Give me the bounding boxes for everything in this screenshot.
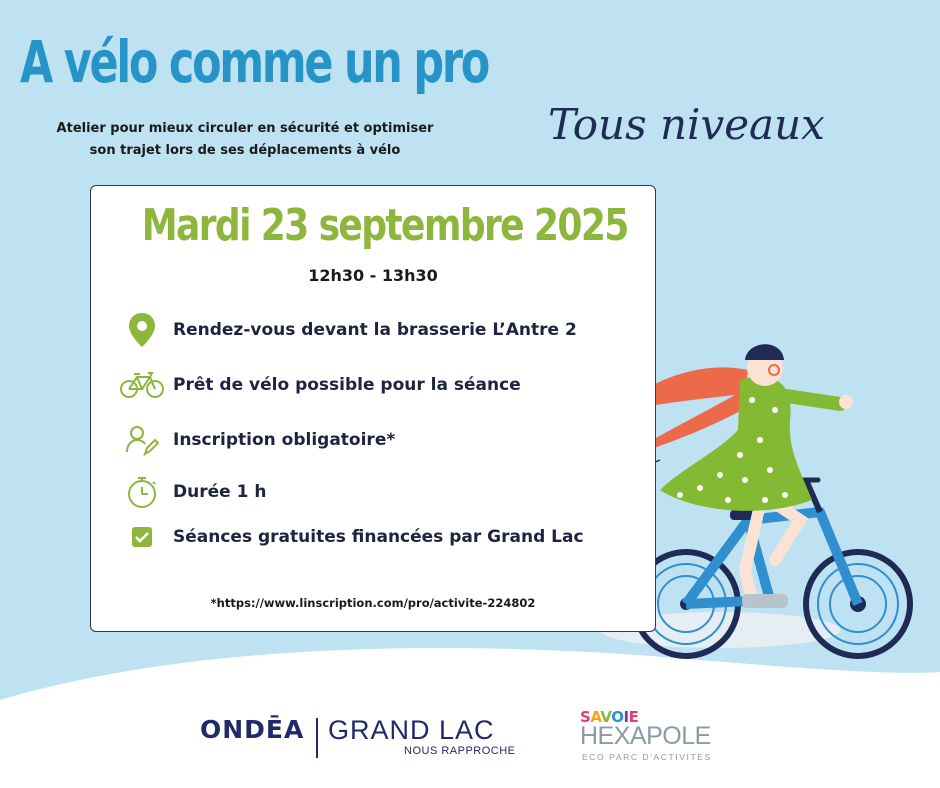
checkbox-icon	[119, 517, 165, 557]
info-item-label: Séances gratuites financées par Grand Lac	[173, 527, 584, 547]
user-edit-icon	[119, 420, 165, 460]
event-time: 12h30 - 13h30	[308, 266, 438, 285]
stopwatch-icon	[119, 472, 165, 512]
page-title: A vélo comme un pro	[20, 28, 489, 96]
info-item-free-sessions	[119, 517, 584, 557]
logo-divider	[316, 718, 318, 758]
info-item-label: Durée 1 h	[173, 482, 267, 502]
info-item-registration	[119, 420, 395, 460]
grand-lac-tagline: NOUS RAPPROCHE	[404, 745, 516, 757]
grand-lac-logo: GRAND LAC	[328, 715, 495, 745]
hexapole-tagline: ECO PARC D'ACTIVITES	[582, 752, 712, 762]
subtitle-line-1: Atelier pour mieux circuler en sécurité et optimiser	[56, 121, 434, 136]
registration-link-note: *https://www.linscription.com/pro/activite-224802	[210, 596, 536, 610]
info-item-label: Prêt de vélo possible pour la séance	[173, 375, 521, 395]
event-card	[90, 185, 656, 632]
info-item-duration	[119, 472, 266, 512]
location-pin-icon	[119, 310, 165, 350]
ondea-logo: ONDĒA	[200, 715, 305, 744]
levels-label: Tous niveaux	[548, 100, 825, 149]
savoie-label: SAVOIE	[580, 708, 639, 726]
event-date: Mardi 23 septembre 2025	[141, 200, 628, 251]
info-item-bike-loan	[119, 365, 521, 405]
hexapole-logo: HEXAPOLE	[580, 722, 711, 750]
subtitle-line-2: son trajet lors de ses déplacements à vélo	[89, 143, 401, 158]
info-item-label: Rendez-vous devant la brasserie L’Antre 2	[173, 320, 577, 340]
info-item-location	[119, 310, 577, 350]
info-item-label: Inscription obligatoire*	[173, 430, 396, 450]
bicycle-icon	[119, 365, 165, 405]
subtitle	[30, 118, 460, 162]
